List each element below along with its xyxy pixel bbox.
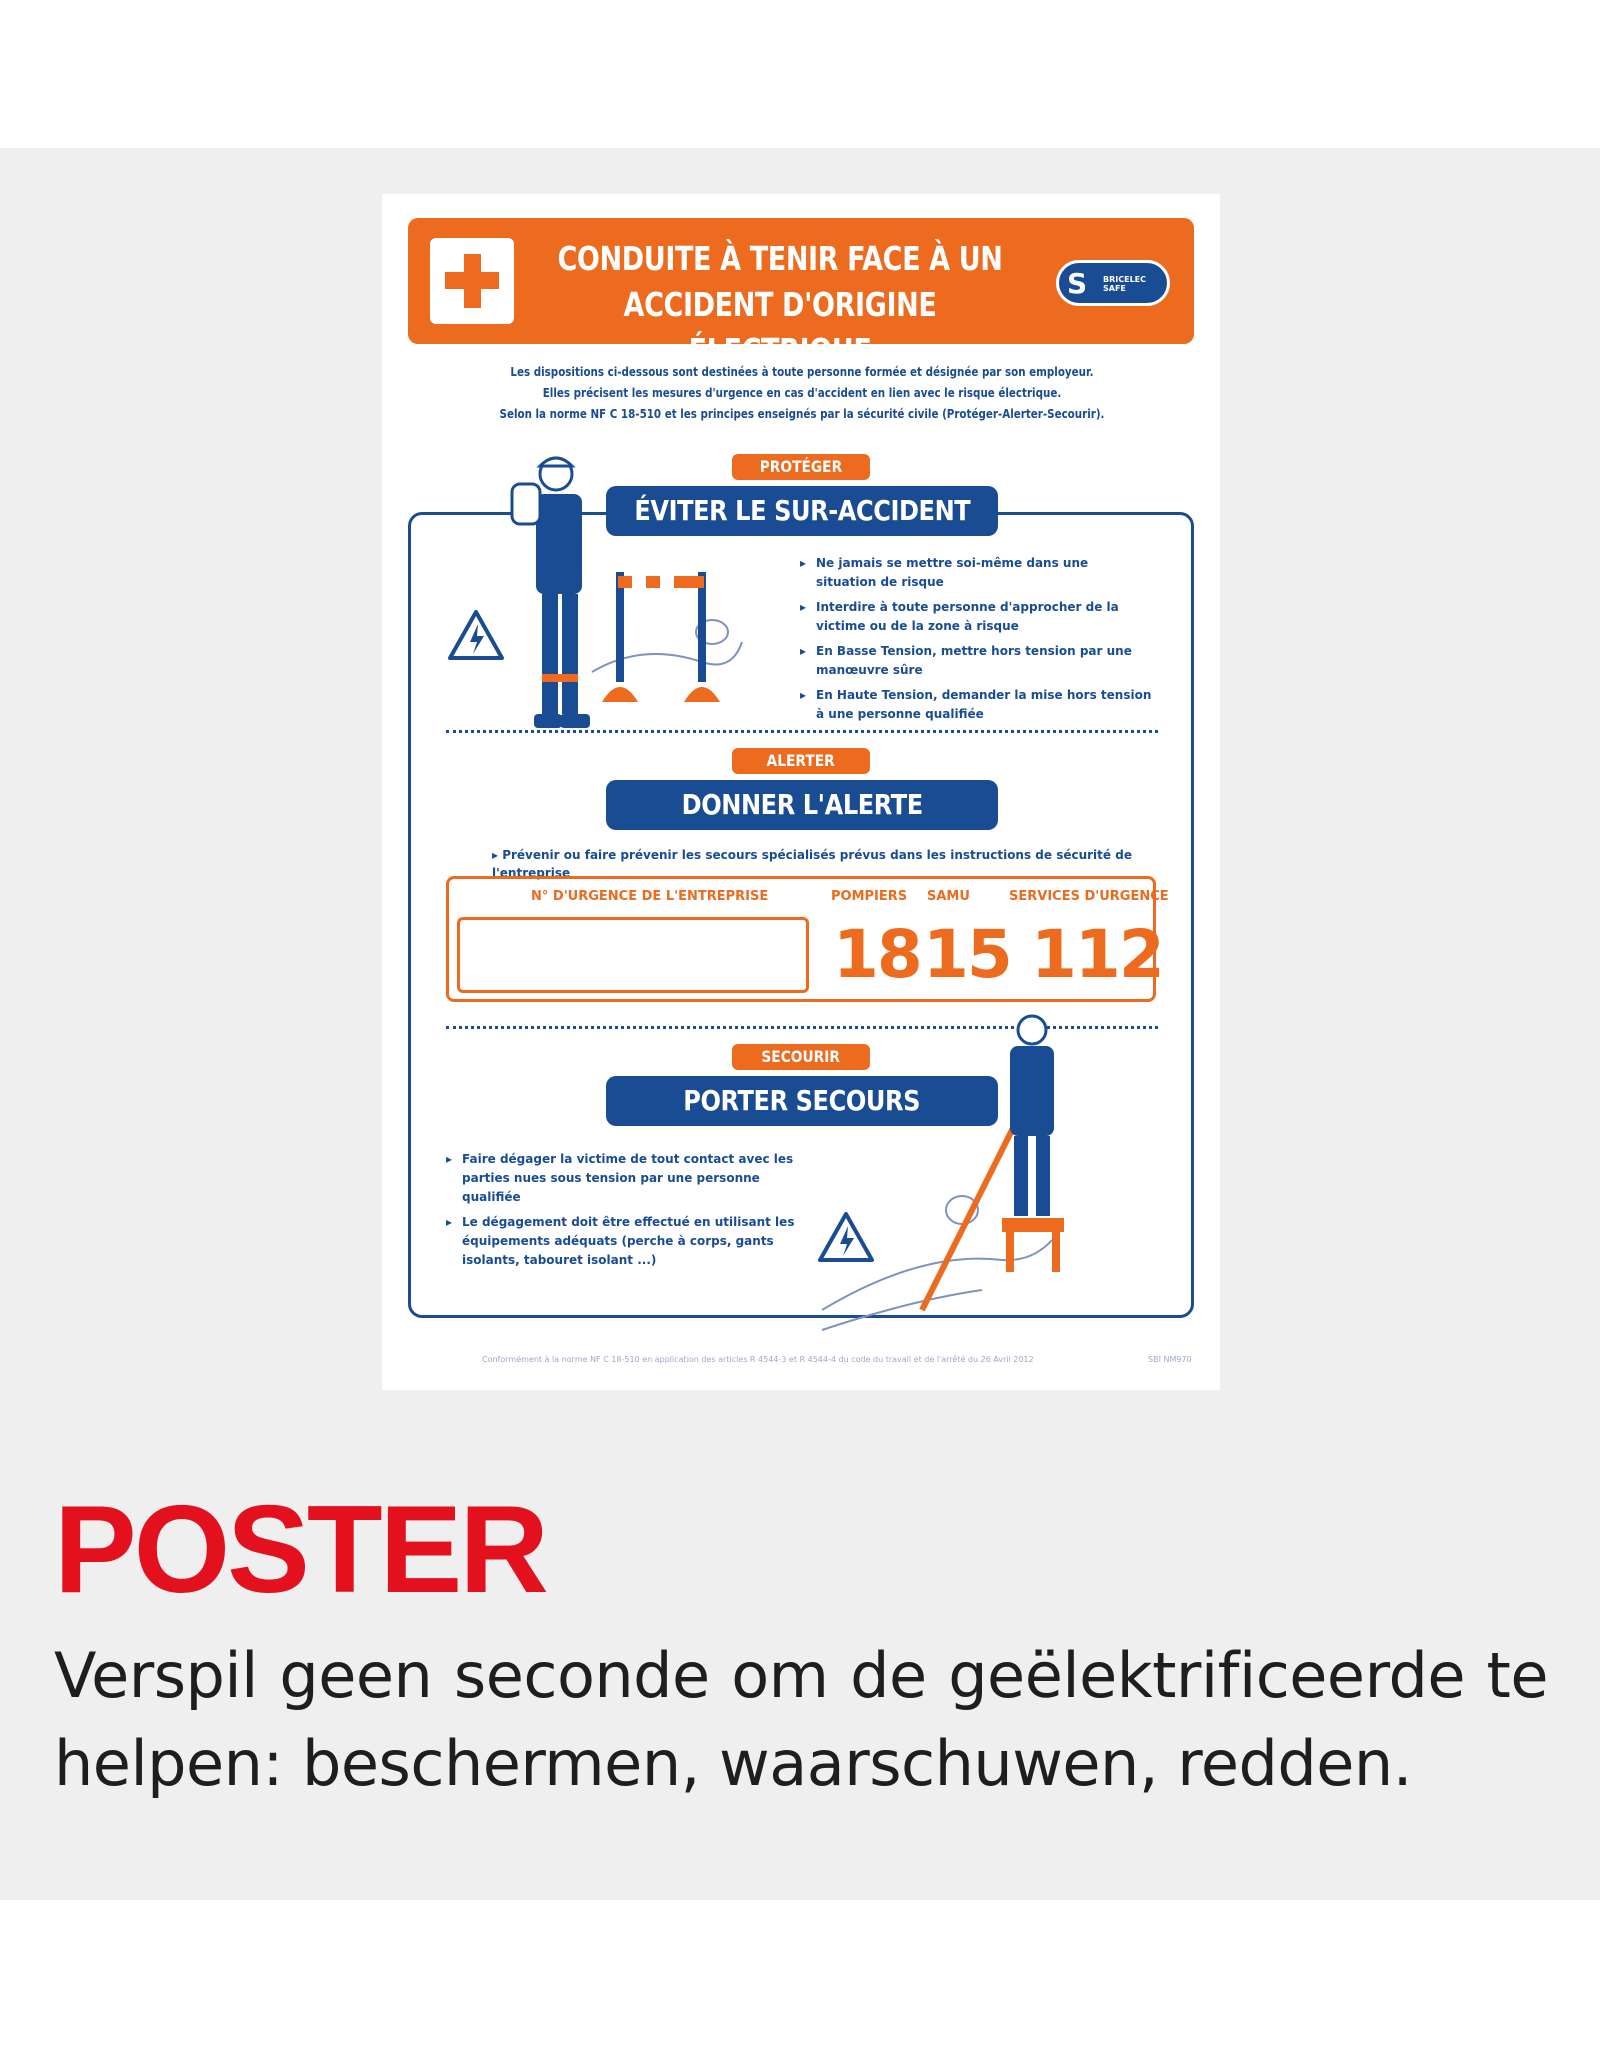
poster-title <box>534 236 1026 374</box>
electric-hazard-icon <box>446 608 506 662</box>
services-label: SERVICES D'URGENCE <box>1009 889 1169 904</box>
list-item: ▸ En Haute Tension, demander la mise hors tension à une personne qualifiée <box>800 686 1152 724</box>
section1-bullet-list <box>800 554 1152 730</box>
section-tag-proteger: PROTÉGER <box>732 454 870 480</box>
poster-title-line-1: CONDUITE À TENIR FACE À UN <box>557 239 1003 278</box>
brand-logo-letter: S <box>1067 267 1088 300</box>
section-title-eviter: ÉVITER LE SUR-ACCIDENT <box>606 486 998 536</box>
list-item: ▸ Interdire à toute personne d'approcher de la victime ou de la zone à risque <box>800 598 1152 636</box>
poster-title-line-2: ACCIDENT D'ORIGINE ÉLECTRIQUE <box>623 285 937 370</box>
section3-bullet-list <box>446 1150 806 1276</box>
section-divider <box>446 730 1158 733</box>
poster-intro-line: Elles précisent les mesures d'urgence en cas d'accident en lien avec le risque électrique. <box>542 386 1062 400</box>
barrier-victim-illustration <box>582 562 752 712</box>
first-aid-cross-icon <box>430 238 514 324</box>
brand-logo-text: BRICELEC SAFE <box>1103 275 1147 293</box>
product-description: Verspil geen seconde om de geëlektrificeerde te helpen: beschermen, waarschuwen, redden. <box>54 1639 1548 1800</box>
emergency-numbers-box <box>446 876 1169 1002</box>
poster-footer-note: Conformément à la norme NF C 18-510 en application des articles R 4544-3 et R 4544-4 du code du travail et de l'arrêté du 26 Avril 2012 <box>482 1355 1034 1364</box>
rescue-illustration <box>802 1010 1122 1350</box>
brand-logo <box>1056 260 1170 306</box>
list-item: ▸ Le dégagement doit être effectué en utilisant les équipements adéquats (perche à corps, gants isolants, tabouret isolant ...) <box>446 1213 806 1270</box>
samu-label: SAMU <box>927 889 970 904</box>
pompiers-label: POMPIERS <box>831 889 908 904</box>
poster-intro-line: Les dispositions ci-dessous sont destinées à toute personne formée et désignée par son employeur. <box>510 365 1094 379</box>
list-item: ▸ Ne jamais se mettre soi-même dans une situation de risque <box>800 554 1152 592</box>
section-title-donner: DONNER L'ALERTE <box>606 780 998 830</box>
company-number-label: N° D'URGENCE DE L'ENTREPRISE <box>531 889 769 904</box>
alert-instruction: ▸ Prévenir ou faire prévenir les secours spécialisés prévus dans les instructions de sécurité de l'entreprise <box>492 848 1132 880</box>
poster-intro-line: Selon la norme NF C 18-510 et les principes enseignés par la sécurité civile (Protéger-Alerter-Secourir). <box>499 407 1105 421</box>
section-title-porter: PORTER SECOURS <box>606 1076 998 1126</box>
poster-intro <box>492 362 1111 425</box>
poster-title-banner <box>408 218 1194 370</box>
pompiers-number: 18 <box>833 916 921 993</box>
product-heading: POSTER <box>54 1481 546 1619</box>
samu-number: 15 <box>923 916 1011 993</box>
list-item: ▸ En Basse Tension, mettre hors tension par une manœuvre sûre <box>800 642 1152 680</box>
company-number-field <box>457 917 809 993</box>
poster-image[interactable] <box>382 194 1220 1390</box>
section-tag-secourir: SECOURIR <box>732 1044 870 1070</box>
list-item: ▸ Faire dégager la victime de tout contact avec les parties nues sous tension par une personne qualifiée <box>446 1150 806 1207</box>
services-number: 112 <box>1031 916 1163 993</box>
poster-reference: SBI NM970 <box>1148 1355 1192 1364</box>
section-tag-alerter: ALERTER <box>732 748 870 774</box>
